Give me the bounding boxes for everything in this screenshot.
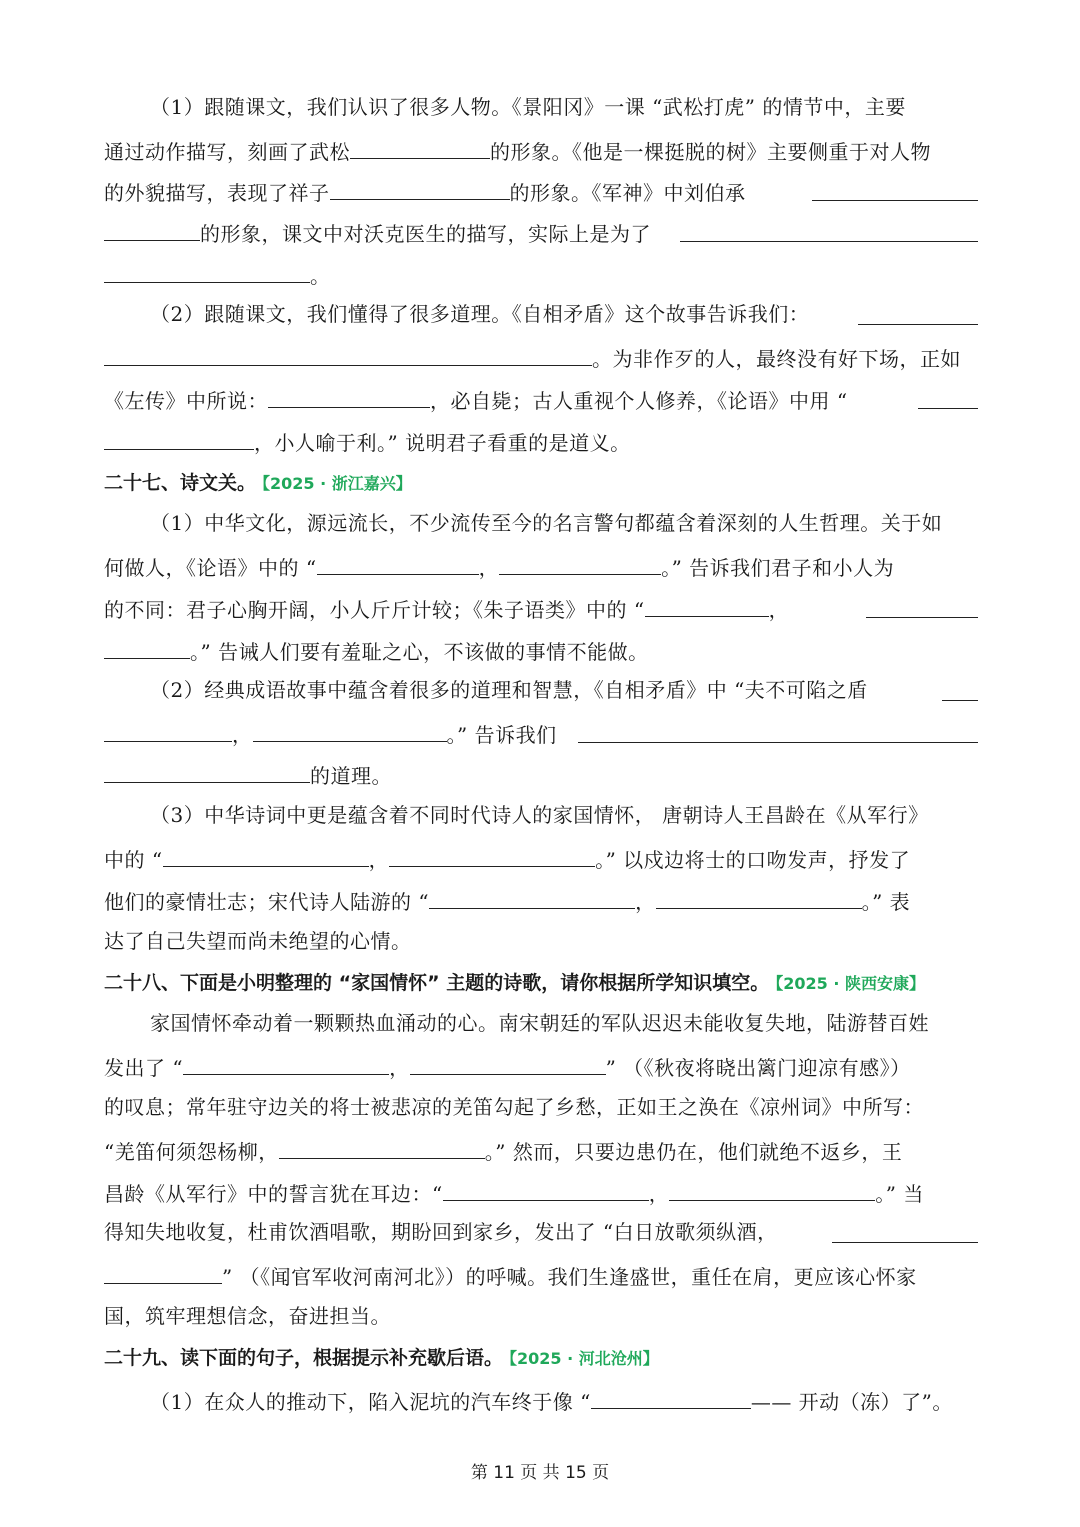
answer-blank[interactable] [104,425,254,450]
answer-blank[interactable] [104,717,232,742]
answer-blank[interactable] [858,324,978,325]
q26-p2-line4: ，小人喻于利。” 说明君子看重的是道义。 [104,425,978,455]
q28-line2: 发出了 “ ， ” （《秋夜将晓出篱门迎凉有感》） [104,1050,978,1080]
answer-blank[interactable] [104,1259,222,1284]
answer-blank[interactable] [279,1134,485,1159]
answer-blank[interactable] [578,742,978,743]
q27-p3-line1: （3）中华诗词中更是蕴含着不同时代诗人的家国情怀， 唐朝诗人王昌龄在《从军行》 [150,803,929,827]
q29-p1-line1: （1）在众人的推动下，陷入泥坑的汽车终于像 “ —— 开动（冻）了”。 [150,1384,978,1414]
q27-p3-line2: 中的 “ ， 。” 以戍边将士的口吻发声，抒发了 [104,842,978,872]
q29-heading: 二十九、读下面的句子，根据提示补充歇后语。 【2025 · 河北沧州】 [104,1347,659,1369]
answer-blank[interactable] [942,700,978,701]
q27-p3-line4: 达了自己失望而尚未绝望的心情。 [104,929,412,953]
answer-blank[interactable] [183,1050,389,1075]
q27-p2-line1: （2）经典成语故事中蕴含着很多的道理和智慧，《自相矛盾》中 “夫不可陷之盾 [150,675,978,705]
answer-blank[interactable] [350,134,490,159]
answer-blank[interactable] [918,408,978,409]
q27-heading: 二十七、诗文关。 【2025 · 浙江嘉兴】 [104,472,412,494]
answer-blank[interactable] [163,842,369,867]
q27-p1-line3: 的不同：君子心胸开阔，小人斤斤计较；《朱子语类》中的 “ ， [104,592,978,622]
answer-blank[interactable] [645,592,769,617]
source-tag: 【2025 · 陕西安康】 [775,974,925,993]
q26-p1-line5: 。 [104,258,978,288]
q27-p2-line3: 的道理。 [104,758,978,788]
answer-blank[interactable] [268,383,430,408]
q27-p1-line2: 何做人，《论语》中的 “ ， 。” 告诉我们君子和小人为 [104,550,978,580]
answer-blank[interactable] [389,842,595,867]
answer-blank[interactable] [104,341,592,366]
page-footer: 第 11 页 共 15 页 [470,1463,610,1483]
answer-blank[interactable] [656,884,862,909]
answer-blank[interactable] [330,175,510,200]
answer-blank[interactable] [669,1176,875,1201]
source-tag: 【2025 · 浙江嘉兴】 [262,474,412,493]
answer-blank[interactable] [812,200,978,201]
answer-blank[interactable] [680,241,978,242]
answer-blank[interactable] [104,758,310,783]
answer-blank[interactable] [429,884,635,909]
answer-blank[interactable] [443,1176,649,1201]
q28-line5: 昌龄《从军行》中的誓言犹在耳边：“ ， 。” 当 [104,1176,978,1206]
q26-p2-line3: 《左传》中所说： ，必自毙；古人重视个人修养，《论语》中用 “ [104,383,978,413]
q27-p1-line1: （1）中华文化，源远流长，不少流传至今的名言警句都蕴含着深刻的人生哲理。关于如 [150,511,943,535]
q26-p1-line1: （1）跟随课文，我们认识了很多人物。《景阳冈》一课 “武松打虎” 的情节中，主要 [150,95,906,119]
q26-p1-line3: 的外貌描写，表现了祥子 的形象。《军神》中刘伯承 [104,175,978,205]
answer-blank[interactable] [104,216,200,241]
q27-p1-line4: 。” 告诫人们要有羞耻之心，不该做的事情不能做。 [104,634,978,664]
answer-blank[interactable] [410,1050,606,1075]
q26-p2-line2: 。为非作歹的人，最终没有好下场，正如 [104,341,978,371]
q26-p1-line4: 的形象，课文中对沃克医生的描写，实际上是为了 [104,216,978,246]
answer-blank[interactable] [832,1242,978,1243]
q27-p2-line2: ， 。” 告诉我们 [104,717,978,747]
q28-line1: 家国情怀牵动着一颗颗热血涌动的心。南宋朝廷的军队迟迟未能收复失地，陆游替百姓 [150,1011,929,1035]
q27-p3-line3: 他们的豪情壮志；宋代诗人陆游的 “ ， 。” 表 [104,884,978,914]
answer-blank[interactable] [866,617,978,618]
q26-p2-line1: （2）跟随课文，我们懂得了很多道理。《自相矛盾》这个故事告诉我们： [150,299,978,329]
answer-blank[interactable] [591,1384,751,1409]
answer-blank[interactable] [104,634,190,659]
q28-line4: “羌笛何须怨杨柳， 。” 然而，只要边患仍在，他们就绝不返乡，王 [104,1134,978,1164]
q28-heading: 二十八、下面是小明整理的 “家国情怀” 主题的诗歌，请你根据所学知识填空。 【2025 · 陕西安康】 [104,972,925,994]
q26-p1-line2: 通过动作描写，刻画了武松 的形象。《他是一棵挺脱的树》主要侧重于对人物 [104,134,978,164]
answer-blank[interactable] [104,258,310,283]
q28-line7: ” （《闻官军收河南河北》）的呼喊。我们生逢盛世，重任在肩，更应该心怀家 [104,1259,978,1289]
answer-blank[interactable] [253,717,447,742]
answer-blank[interactable] [317,550,479,575]
answer-blank[interactable] [499,550,661,575]
q28-line6: 得知失地收复，杜甫饮酒唱歌，期盼回到家乡，发出了 “白日放歌须纵酒， [104,1217,978,1247]
q28-line3: 的叹息；常年驻守边关的将士被悲凉的羌笛勾起了乡愁，正如王之涣在《凉州词》中所写： [104,1095,924,1119]
source-tag: 【2025 · 河北沧州】 [509,1349,659,1368]
q28-line8: 国，筑牢理想信念，奋进担当。 [104,1304,391,1328]
